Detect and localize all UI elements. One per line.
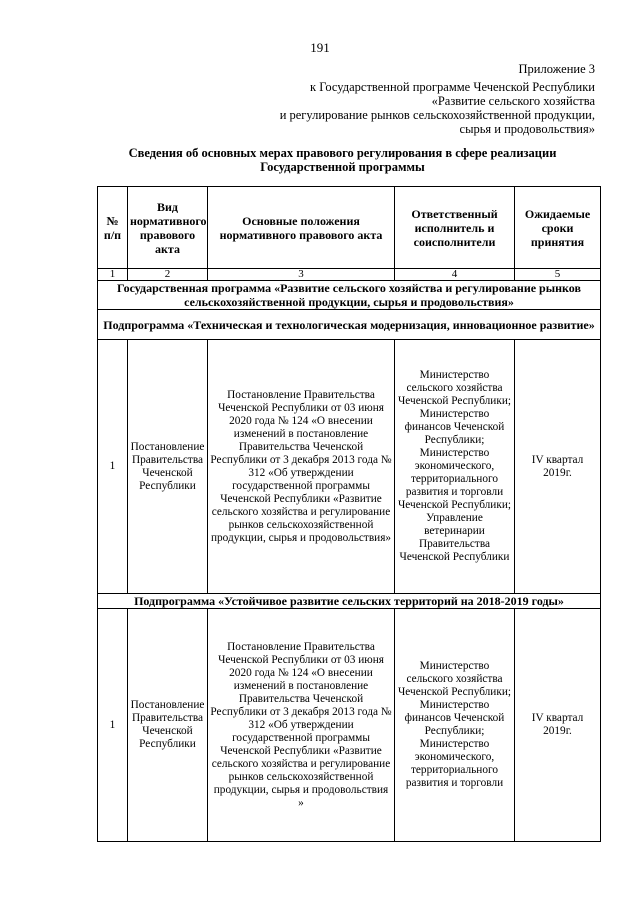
column-numbers-row [98, 269, 601, 281]
column-number: 2 [128, 269, 208, 281]
table-row [98, 340, 601, 594]
appendix-line: «Развитие сельского хозяйства [431, 94, 595, 108]
row-executor: Министерство сельского хозяйства Чеченской Республики; Министерство финансов Чеченской Республики; Министерство экономического, территориального развития и торговли [395, 609, 515, 842]
document-title [60, 146, 625, 174]
table-row [98, 609, 601, 842]
page-number: 191 [310, 40, 330, 55]
row-type: Постановление Правительства Чеченской Республики [128, 609, 208, 842]
row-executor: Министерство сельского хозяйства Чеченской Республики; Министерство финансов Чеченской Республики; Министерство экономического, территориального развития и торговли Чеченской Республики; Управление ветеринарии Правительства Чеченской Республики [395, 340, 515, 594]
header-num: № п/п [98, 187, 128, 269]
appendix-block [280, 62, 595, 136]
subprogram-title: Подпрограмма «Техническая и технологическая модернизация, инновационное развитие» [98, 310, 601, 340]
header-row [98, 187, 601, 269]
measures-table [97, 186, 601, 842]
row-type: Постановление Правительства Чеченской Республики [128, 340, 208, 594]
header-type: Вид нормативного правового акта [128, 187, 208, 269]
row-deadline: IV квартал 2019г. [515, 609, 601, 842]
appendix-line: сырья и продовольствия» [459, 122, 595, 136]
row-num: 1 [98, 340, 128, 594]
program-title: Государственная программа «Развитие сельского хозяйства и регулирование рынков сельскохозяйственной продукции, сырья и продовольствия» [98, 281, 601, 310]
subprogram-row [98, 594, 601, 609]
header-deadline: Ожидаемые сроки принятия [515, 187, 601, 269]
column-number: 5 [515, 269, 601, 281]
subprogram-row [98, 310, 601, 340]
program-row [98, 281, 601, 310]
row-deadline: IV квартал 2019г. [515, 340, 601, 594]
column-number: 3 [208, 269, 395, 281]
header-executor: Ответственный исполнитель и соисполнители [395, 187, 515, 269]
row-provisions: Постановление Правительства Чеченской Республики от 03 июня 2020 года № 124 «О внесении изменений в постановление Правительства Чеченской Республики от 3 декабря 2013 года № 312 «Об утверждении государственной программы Чеченской Республики «Развитие сельского хозяйства и регулирование рынков сельскохозяйственной продукции, сырья и продовольствия » [208, 609, 395, 842]
column-number: 1 [98, 269, 128, 281]
document-title-line: Сведения об основных мерах правового регулирования в сфере реализации [128, 146, 557, 160]
column-number: 4 [395, 269, 515, 281]
row-provisions: Постановление Правительства Чеченской Республики от 03 июня 2020 года № 124 «О внесении изменений в постановление Правительства Чеченской Республики от 3 декабря 2013 года № 312 «Об утверждении государственной программы Чеченской Республики «Развитие сельского хозяйства и регулирование рынков сельскохозяйственной продукции, сырья и продовольствия» [208, 340, 395, 594]
appendix-title: Приложение 3 [518, 62, 595, 76]
appendix-line: и регулирование рынков сельскохозяйственной продукции, [279, 108, 595, 122]
appendix-line: к Государственной программе Чеченской Республики [310, 80, 595, 94]
row-num: 1 [98, 609, 128, 842]
header-provisions: Основные положения нормативного правового акта [208, 187, 395, 269]
document-title-line: Государственной программы [260, 160, 425, 174]
subprogram-title: Подпрограмма «Устойчивое развитие сельских территорий на 2018-2019 годы» [98, 594, 601, 609]
